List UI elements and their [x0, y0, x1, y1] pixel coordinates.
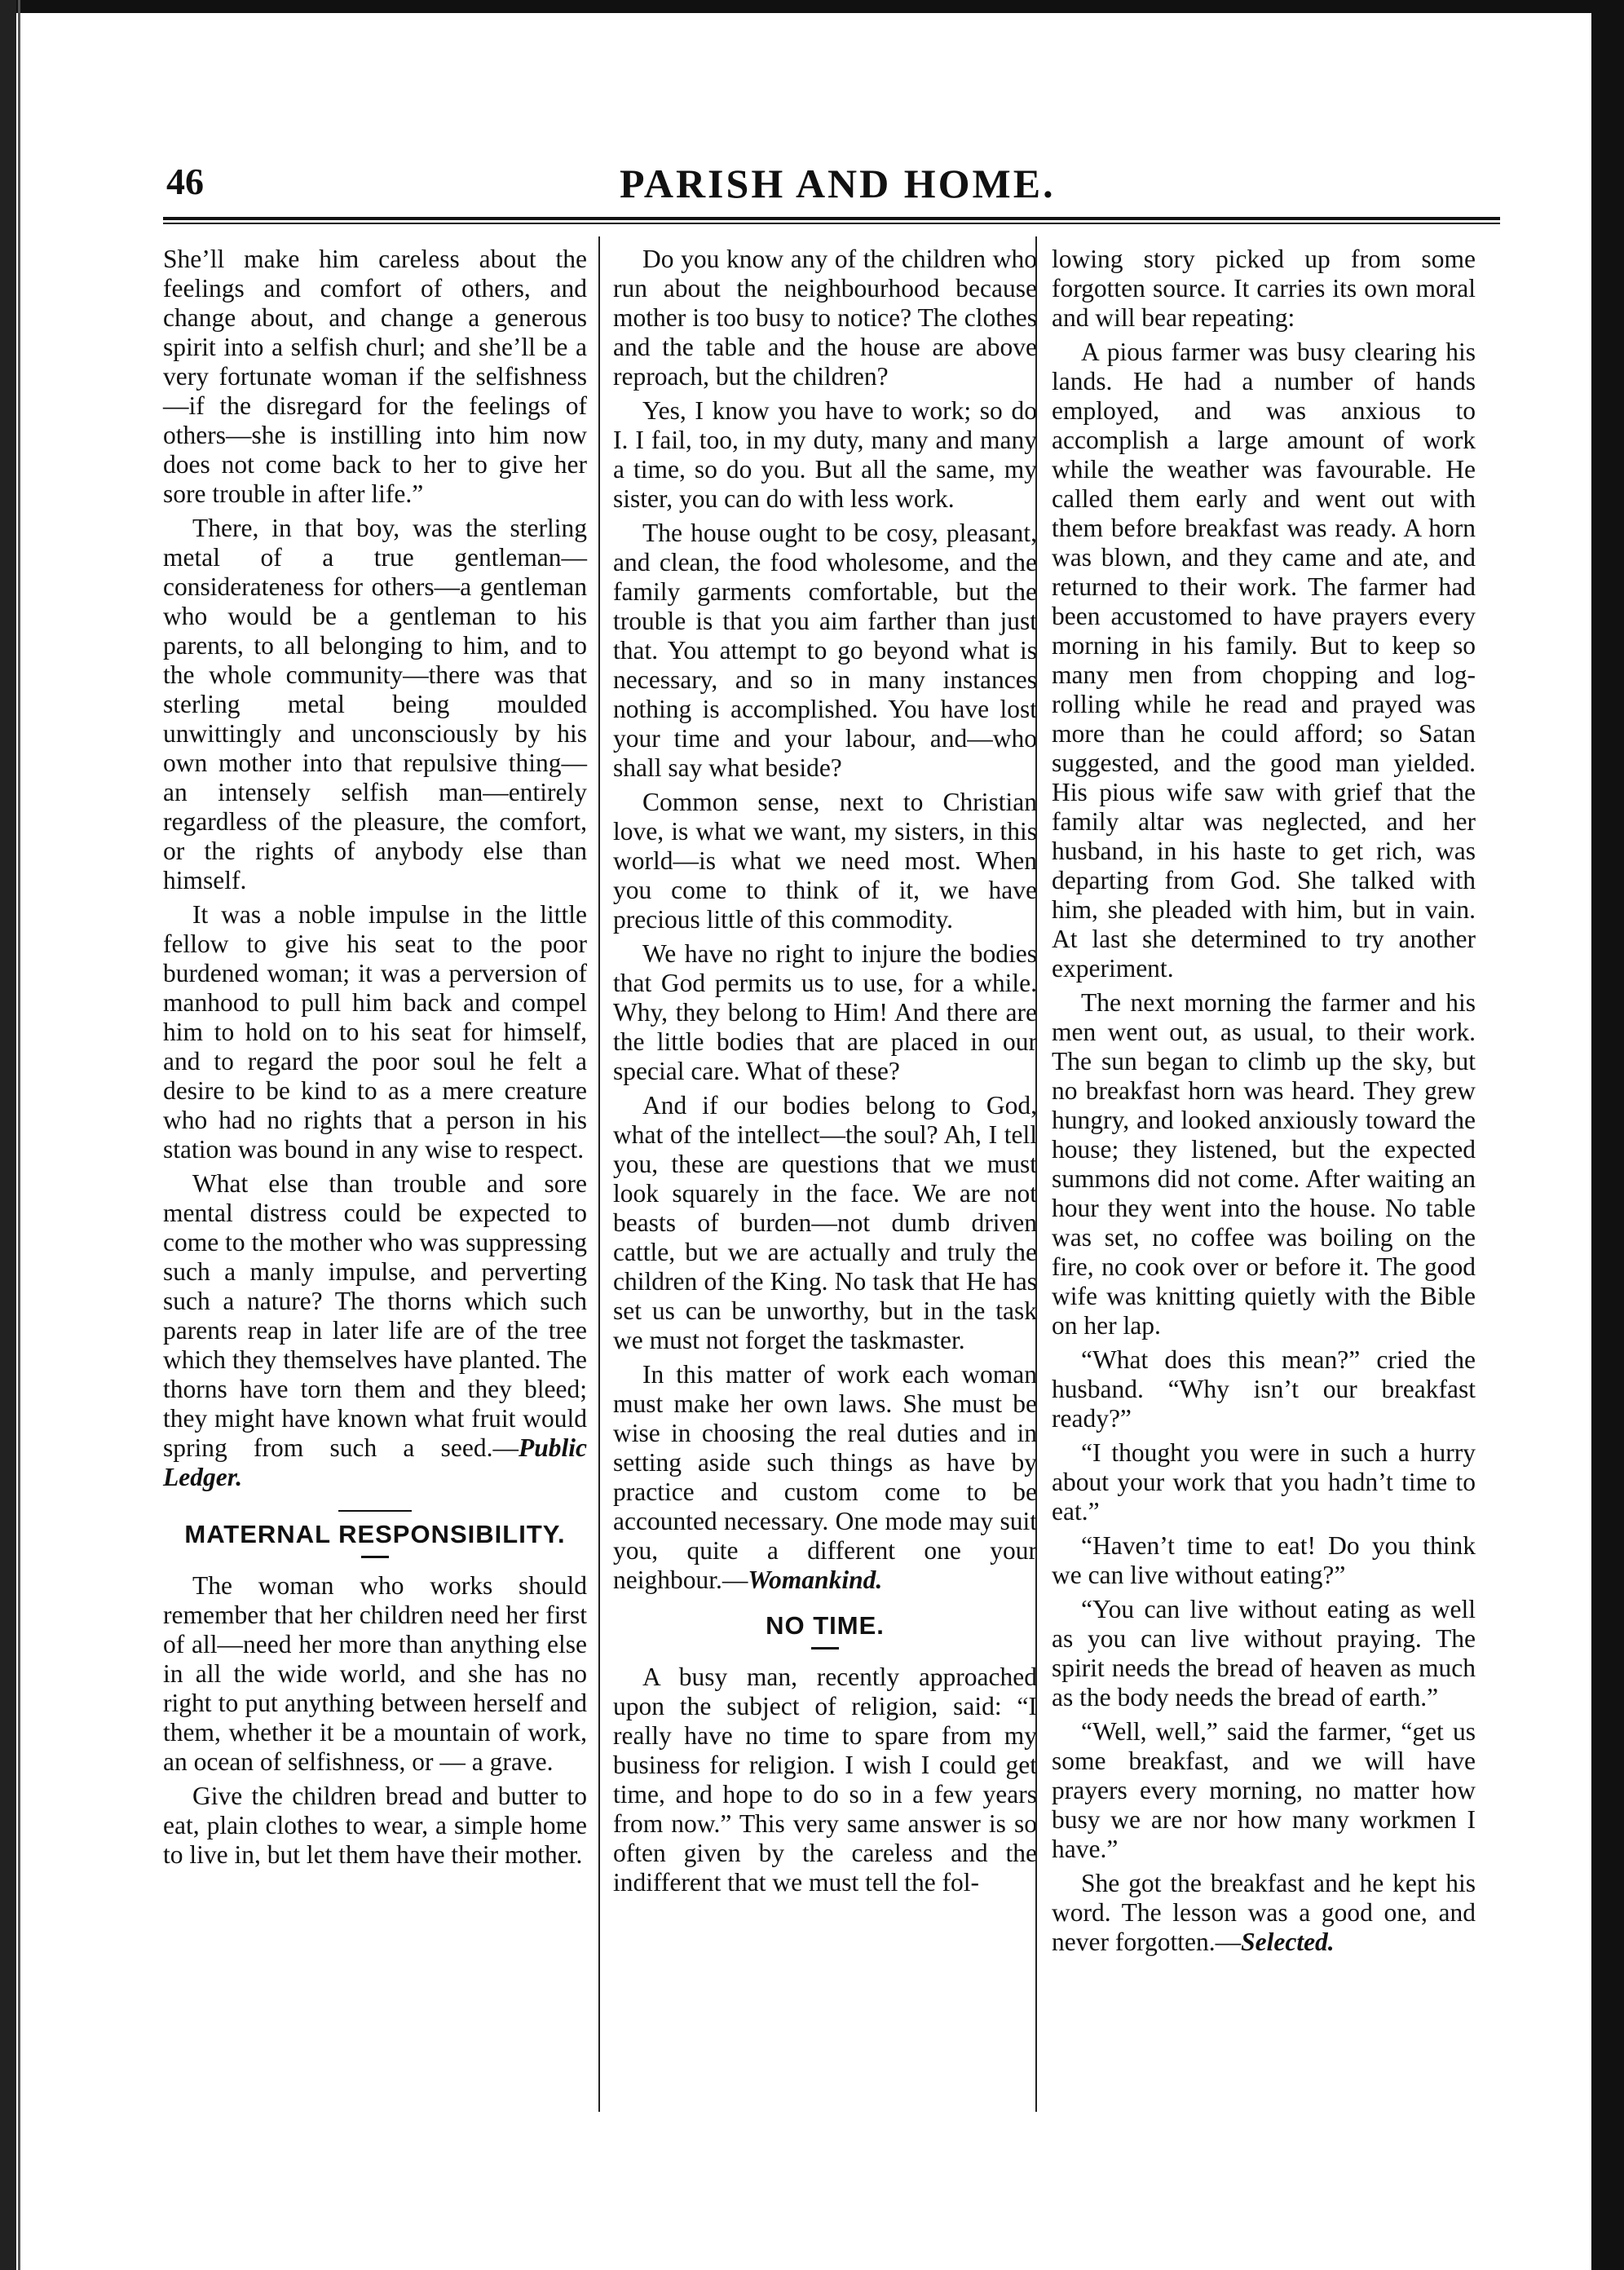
- article-heading: NO TIME.: [766, 1611, 885, 1640]
- paragraph-text: She got the breakfast and he kept his word. The lesson was a good one, and never forgotten.—: [1052, 1869, 1476, 1956]
- attribution: Public Ledger.: [163, 1433, 587, 1491]
- section-rule: [338, 1510, 412, 1512]
- scan-right-border: [1591, 0, 1624, 2270]
- paragraph: We have no right to injure the bodies that God permits us to use, for a while. Why, they belong to Him! And there are the little bodies that are placed in our special care. What of these?: [613, 939, 1037, 1085]
- paragraph: Common sense, next to Christian love, is what we want, my sisters, in this world—is what we need most. When you come to think of it, we have precious little of this commodity.: [613, 788, 1037, 934]
- paragraph: [163, 1169, 587, 1492]
- paragraph: The next morning the farmer and his men went out, as usual, to their work. The sun began to climb up the sky, but no breakfast horn was heard. They grew hungry, and looked anxiously toward the house; they listened, but the expected summons did not come. After waiting an hour they went into the house. No table was set, no coffee was boiling on the fire, no cook over or before it. The good wife was knitting quietly with the Bible on her lap.: [1052, 988, 1476, 1340]
- heading-dash: [361, 1556, 389, 1558]
- paragraph: She’ll make him careless about the feelings and comfort of others, and change about, and change a generous spirit into a selfish churl; and she’ll be a very fortunate woman if the selfishness—if the disregard for the feelings of others—she is instilling into him now does not come back to her to give her sore trouble in after life.”: [163, 245, 587, 508]
- paragraph: Yes, I know you have to work; so do I. I fail, too, in my duty, many and many a time, so do you. But all the same, my sister, you can do with less work.: [613, 396, 1037, 513]
- article-heading: MATERNAL RESPONSIBILITY.: [184, 1520, 566, 1548]
- paragraph: There, in that boy, was the sterling metal of a true gentleman—considerateness for others—a gentleman who would be a gentleman to his parents, to all belonging to him, and to the whole community—there was that sterling metal being moulded unwittingly and unconsciously by his own mother into that repulsive thing—an intensely selfish man—entirely regardless of the pleasure, the comfort, or the rights of anybody else than himself.: [163, 514, 587, 894]
- column-divider: [598, 236, 600, 2112]
- column-left: [163, 245, 587, 1875]
- scan-left-rule: [18, 0, 20, 2270]
- paragraph: A busy man, recently approached upon the subject of religion, said: “I really have no time to spare from my business for religion. I wish I could get time, and hope to do so in a few years from now.” This very same answer is so often given by the careless and the indifferent that we must tell the fol-: [613, 1663, 1037, 1897]
- paragraph: lowing story picked up from some forgotten source. It carries its own moral and will bear repeating:: [1052, 245, 1476, 332]
- paragraph: [1052, 1869, 1476, 1957]
- paragraph: “What does this mean?” cried the husband. “Why isn’t our breakfast ready?”: [1052, 1345, 1476, 1433]
- paragraph-text: What else than trouble and sore mental distress could be expected to come to the mother who was suppressing such a manly impulse, and perverting such a nature? The thorns which such parents reap in later life are of the tree which they themselves have planted. The thorns have torn them and they bleed; they might have known what fruit would spring from such a seed.—: [163, 1169, 587, 1462]
- paragraph: Do you know any of the children who run about the neighbourhood because mother is too busy to notice? The clothes and the table and the house are above reproach, but the children?: [613, 245, 1037, 391]
- paragraph: The woman who works should remember that her children need her first of all—need her more than anything else in all the wide world, and she has no right to put anything between herself and them, whether it be a mountain of work, an ocean of selfishness, or — a grave.: [163, 1571, 587, 1776]
- paragraph: [613, 1360, 1037, 1595]
- paragraph: And if our bodies belong to God, what of the intellect—the soul? Ah, I tell you, these are questions that we must look squarely in the face. We are not beasts of burden—not dumb driven cattle, but we are actually and truly the children of the King. No task that He has set us can be unworthy, but in the task we must not forget the taskmaster.: [613, 1091, 1037, 1354]
- running-title: PARISH AND HOME.: [620, 161, 1056, 206]
- attribution: Womankind.: [748, 1566, 883, 1594]
- paragraph: Give the children bread and butter to eat, plain clothes to wear, a simple home to live in, but let them have their mother.: [163, 1782, 587, 1869]
- heading-dash: [811, 1647, 839, 1650]
- paragraph: “Well, well,” said the farmer, “get us some breakfast, and we will have prayers every morning, no matter how busy we are nor how many workmen I have.”: [1052, 1717, 1476, 1863]
- scan-left-border: [0, 0, 16, 2270]
- paragraph: The house ought to be cosy, pleasant, and clean, the food wholesome, and the family garments comfortable, but the trouble is that you aim farther than just that. You attempt to go beyond what is necessary, and so in many instances nothing is accomplished. You have lost your time and your labour, and—who shall say what beside?: [613, 519, 1037, 782]
- attribution: Selected.: [1241, 1928, 1335, 1956]
- column-middle: [613, 245, 1037, 1902]
- page-number: 46: [166, 161, 204, 202]
- column-right: [1052, 245, 1476, 1962]
- paragraph: A pious farmer was busy clearing his lands. He had a number of hands employed, and was anxious to accomplish a large amount of work while the weather was favourable. He called them early and went out with them before breakfast was ready. A horn was blown, and they came and ate, and returned to their work. The farmer had been accustomed to have prayers every morning in his family. But to keep so many men from chopping and log-rolling while he read and prayed was more than he could afford; so Satan suggested, and the good man yielded. His pious wife saw with grief that the family altar was neglected, and her husband, in his haste to get rich, was departing from God. She talked with him, she pleaded with him, but in vain. At last she determined to try another experiment.: [1052, 338, 1476, 983]
- paragraph: “I thought you were in such a hurry about your work that you hadn’t time to eat.”: [1052, 1438, 1476, 1526]
- paragraph: “You can live without eating as well as you can live without praying. The spirit needs the bread of heaven as much as the body needs the bread of earth.”: [1052, 1595, 1476, 1711]
- paragraph: It was a noble impulse in the little fellow to give his seat to the poor burdened woman; it was a perversion of manhood to pull him back and compel him to hold on to his seat for himself, and to regard the poor soul he felt a desire to be kind to as a mere creature who had no rights that a person in his station was bound in any wise to respect.: [163, 900, 587, 1164]
- paragraph: “Haven’t time to eat! Do you think we can live without eating?”: [1052, 1531, 1476, 1589]
- scan-top-border: [0, 0, 1624, 13]
- paragraph-text: In this matter of work each woman must make her own laws. She must be wise in choosing the real duties and in setting aside such things as have by practice and custom come to be accounted necessary. One mode may suit you, quite a different one your neighbour.—: [613, 1360, 1037, 1594]
- header-rule: [163, 217, 1500, 224]
